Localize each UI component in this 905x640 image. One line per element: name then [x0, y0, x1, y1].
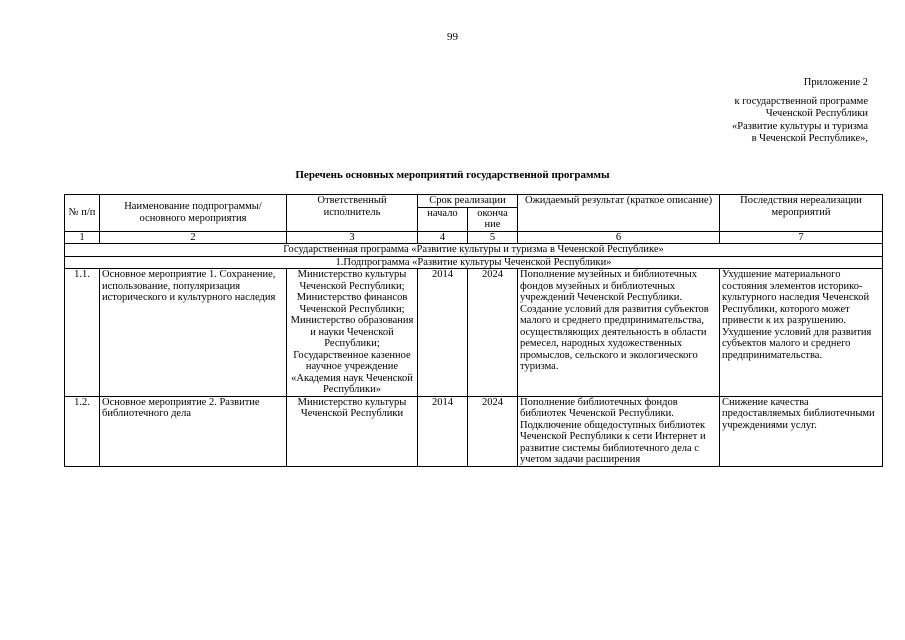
- appendix-title: Приложение 2: [803, 77, 868, 88]
- row-start: 2014: [418, 396, 468, 466]
- row-num: 1.1.: [65, 269, 100, 397]
- appendix-line: в Чеченской Республике»,: [751, 132, 868, 144]
- header-name: Наименование подпрограммы/ основного мероприятия: [100, 195, 287, 232]
- document-title: Перечень основных мероприятий государственной программы: [295, 169, 610, 181]
- row-executor: Министерство культуры Чеченской Республики; Министерство финансов Чеченской Республики; Министерство образования и науки Чеченской Республики; Государственное казенное научное учреждение «Академия наук Чеченской Республики»: [287, 269, 418, 397]
- appendix-block: [568, 77, 868, 145]
- row-end: 2024: [468, 396, 518, 466]
- column-number: 7: [720, 231, 883, 244]
- column-number: 4: [418, 231, 468, 244]
- header-consequences: Последствия нереализации мероприятий: [720, 195, 883, 232]
- header-start: начало: [418, 207, 468, 231]
- measures-table: [64, 194, 883, 467]
- appendix-line: к государственной программе: [734, 96, 868, 108]
- header-period: Срок реализации: [418, 195, 518, 208]
- row-executor: Министерство культуры Чеченской Республики: [287, 396, 418, 466]
- header-end: оконча ние: [468, 207, 518, 231]
- row-result: Пополнение библиотечных фондов библиотек Чеченской Республики. Подключение общедоступных библиотек Чеченской Республики к сети Интернет и развитие системы библиотечного дела с учетом задачи расширения: [518, 396, 720, 466]
- column-number: 5: [468, 231, 518, 244]
- column-number: 3: [287, 231, 418, 244]
- table-row: [65, 396, 883, 466]
- appendix-line: «Развитие культуры и туризма: [731, 120, 868, 132]
- row-result: Пополнение музейных и библиотечных фондов музейных и библиотечных учреждений Чеченской Республики. Создание условий для развития субъектов малого и среднего предпринимательства, осуществляющих деятельность в области ремесел, народных художественных промыслов, сельского и экологического туризма.: [518, 269, 720, 397]
- column-number: 1: [65, 231, 100, 244]
- row-end: 2024: [468, 269, 518, 397]
- column-number: 6: [518, 231, 720, 244]
- subprogram-row: 1.Подпрограмма «Развитие культуры Чеченской Республики»: [65, 256, 883, 269]
- row-start: 2014: [418, 269, 468, 397]
- row-consequences: Ухудшение материального состояния элементов историко-культурного наследия Чеченской Республики, которого может привести к их разрушению. Ухудшение условий для развития субъектов малого и среднего предпринимательства.: [720, 269, 883, 397]
- header-executor: Ответственный исполнитель: [287, 195, 418, 232]
- column-number: 2: [100, 231, 287, 244]
- header-num: № п/п: [65, 195, 100, 232]
- row-consequences: Снижение качества предоставляемых библиотечными учреждениями услуг.: [720, 396, 883, 466]
- row-name: Основное мероприятие 1. Сохранение, использование, популяризация исторического и культурного наследия: [100, 269, 287, 397]
- table-row: [65, 269, 883, 397]
- page-number: 99: [447, 31, 458, 43]
- appendix-line: Чеченской Республики: [765, 108, 868, 120]
- row-num: 1.2.: [65, 396, 100, 466]
- row-name: Основное мероприятие 2. Развитие библиотечного дела: [100, 396, 287, 466]
- header-result: Ожидаемый результат (краткое описание): [518, 195, 720, 232]
- program-row: Государственная программа «Развитие культуры и туризма в Чеченской Республике»: [65, 244, 883, 257]
